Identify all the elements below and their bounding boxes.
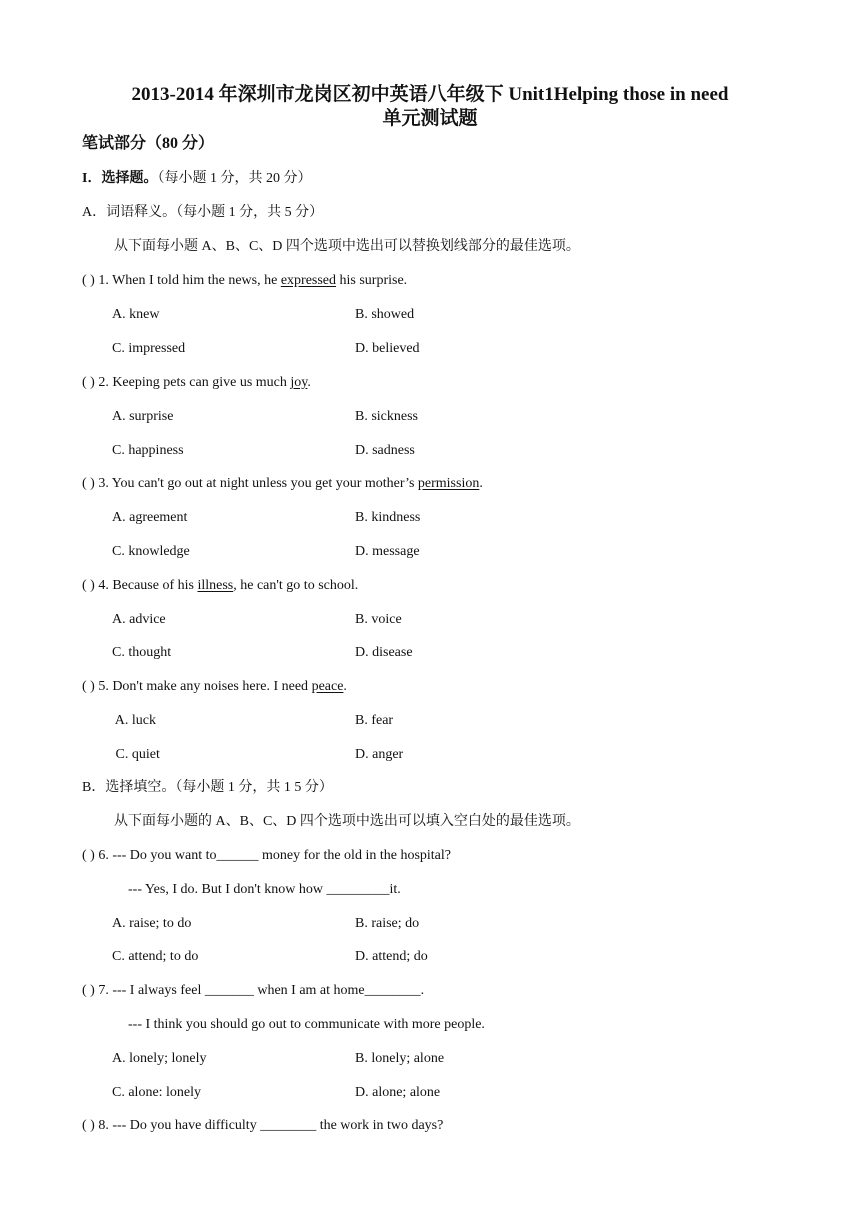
subsection-B-instruction: 从下面每小题的 A、B、C、D 四个选项中选出可以填入空白处的最佳选项。 xyxy=(114,814,580,829)
section-heading-written: 笔试部分（80 分） xyxy=(82,135,215,152)
question-2-option-d: D. sadness xyxy=(355,443,415,458)
question-7-option-b: B. lonely; alone xyxy=(355,1051,445,1066)
question-2-stem xyxy=(82,374,311,392)
question-4-option-a: A. advice xyxy=(112,612,166,627)
question-6-option-c: C. attend; to do xyxy=(112,949,199,964)
question-4-prefix: ( ) 4. Because of his xyxy=(82,578,198,593)
question-4-option-d: D. disease xyxy=(355,645,413,660)
part-I-heading xyxy=(82,170,311,188)
question-3-option-a: A. agreement xyxy=(112,510,188,525)
question-2-option-a: A. surprise xyxy=(112,409,174,424)
question-7-option-c: C. alone: lonely xyxy=(112,1085,202,1100)
question-4-option-c: C. thought xyxy=(112,645,172,660)
question-1-suffix: his surprise. xyxy=(336,273,408,288)
question-4-suffix: , he can't go to school. xyxy=(233,578,359,593)
question-3-prefix: ( ) 3. You can't go out at night unless you get your mother’s xyxy=(82,476,418,491)
question-7-option-a: A. lonely; lonely xyxy=(112,1051,207,1066)
question-4-option-b: B. voice xyxy=(355,612,402,627)
question-5-option-a: A. luck xyxy=(112,713,156,728)
question-6-stem: ( ) 6. --- Do you want to______ money for the old in the hospital? xyxy=(82,848,451,863)
question-1-option-c: C. impressed xyxy=(112,341,186,356)
subsection-A-instruction: 从下面每小题 A、B、C、D 四个选项中选出可以替换划线部分的最佳选项。 xyxy=(114,239,580,254)
question-4-underlined-word: illness xyxy=(197,578,234,593)
document-title-line-1: 2013-2014 年深圳市龙岗区初中英语八年级下 Unit1Helping those in need xyxy=(131,84,729,105)
question-7-option-d: D. alone; alone xyxy=(355,1085,441,1100)
question-6-option-d: D. attend; do xyxy=(355,949,428,964)
question-1-option-d: D. believed xyxy=(355,341,420,356)
question-2-suffix: . xyxy=(307,375,311,390)
question-6-option-b: B. raise; do xyxy=(355,916,420,931)
question-1-underlined-word: expressed xyxy=(280,273,337,288)
question-3-underlined-word: permission xyxy=(417,476,480,491)
question-5-stem xyxy=(82,678,347,696)
question-6-option-a: A. raise; to do xyxy=(112,916,192,931)
question-3-option-b: B. kindness xyxy=(355,510,421,525)
part-I-label: I．选择题。 xyxy=(82,171,158,186)
subsection-B-heading: B．选择填空。（每小题 1 分，共 1 5 分） xyxy=(82,780,333,795)
question-2-underlined-word: joy xyxy=(290,375,308,390)
question-2-option-b: B. sickness xyxy=(355,409,418,424)
subsection-A-heading: A．词语释义。（每小题 1 分，共 5 分） xyxy=(82,205,324,220)
question-2-prefix: ( ) 2. Keeping pets can give us much xyxy=(82,375,291,390)
question-1-option-a: A. knew xyxy=(112,307,160,322)
part-I-note: （每小题 1 分，共 20 分） xyxy=(157,171,312,186)
question-5-option-c: C. quiet xyxy=(112,747,160,762)
document-title-line-2: 单元测试题 xyxy=(382,108,478,129)
question-7-reply: --- I think you should go out to communicate with more people. xyxy=(128,1017,485,1032)
question-4-stem xyxy=(82,577,358,595)
question-5-option-d: D. anger xyxy=(355,747,404,762)
question-5-prefix: ( ) 5. Don't make any noises here. I need xyxy=(82,679,312,694)
question-1-stem xyxy=(82,272,407,290)
question-3-stem xyxy=(82,475,483,493)
question-2-option-c: C. happiness xyxy=(112,443,184,458)
question-8-stem: ( ) 8. --- Do you have difficulty ________ the work in two days? xyxy=(82,1118,444,1133)
question-1-option-b: B. showed xyxy=(355,307,415,322)
question-5-suffix: . xyxy=(343,679,347,694)
question-5-underlined-word: peace xyxy=(311,679,344,694)
question-3-suffix: . xyxy=(479,476,483,491)
question-3-option-d: D. message xyxy=(355,544,420,559)
question-7-stem: ( ) 7. --- I always feel _______ when I am at home________. xyxy=(82,983,425,998)
question-1-prefix: ( ) 1. When I told him the news, he xyxy=(82,273,281,288)
question-5-option-b: B. fear xyxy=(355,713,394,728)
question-3-option-c: C. knowledge xyxy=(112,544,190,559)
question-6-reply: --- Yes, I do. But I don't know how _________it. xyxy=(128,882,401,897)
